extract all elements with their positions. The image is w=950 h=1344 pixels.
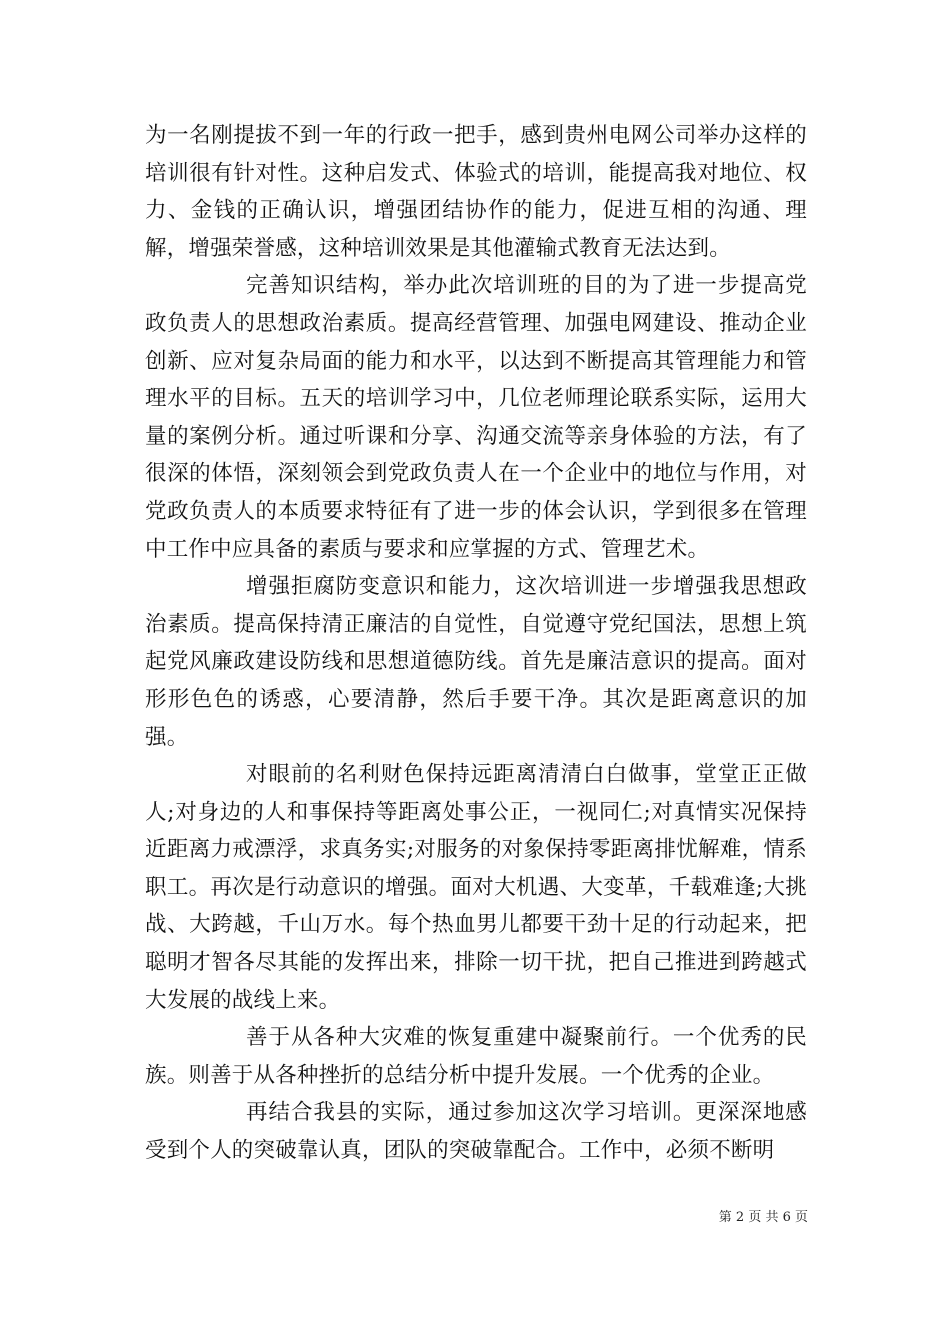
document-body	[145, 117, 807, 1170]
paragraph-1: 为一名刚提拔不到一年的行政一把手，感到贵州电网公司举办这样的培训很有针对性。这种启发式、体验式的培训，能提高我对地位、权力、金钱的正确认识，增强团结协作的能力，促进互相的沟通、理解，增强荣誉感，这种培训效果是其他灌输式教育无法达到。	[145, 123, 807, 261]
paragraph-4: 对眼前的名利财色保持远距离清清白白做事，堂堂正正做人;对身边的人和事保持等距离处事公正，一视同仁;对真情实况保持近距离力戒漂浮，求真务实;对服务的对象保持零距离排忧解难，情系职工。再次是行动意识的增强。面对大机遇、大变革，千载难逢;大挑战、大跨越，千山万水。每个热血男儿都要干劲十足的行动起来，把聪明才智各尽其能的发挥出来，排除一切干扰，把自己推进到跨越式大发展的战线上来。	[145, 762, 807, 1013]
paragraph-2: 完善知识结构，举办此次培训班的目的为了进一步提高党政负责人的思想政治素质。提高经营管理、加强电网建设、推动企业创新、应对复杂局面的能力和水平，以达到不断提高其管理能力和管理水平的目标。五天的培训学习中，几位老师理论联系实际，运用大量的案例分析。通过听课和分享、沟通交流等亲身体验的方法，有了很深的体悟，深刻领会到党政负责人在一个企业中的地位与作用，对党政负责人的本质要求特征有了进一步的体会认识，学到很多在管理中工作中应具备的素质与要求和应掌握的方式、管理艺术。	[145, 273, 807, 562]
paragraph-5: 善于从各种大灾难的恢复重建中凝聚前行。一个优秀的民族。则善于从各种挫折的总结分析中提升发展。一个优秀的企业。	[145, 1025, 807, 1088]
paragraph-6: 再结合我县的实际，通过参加这次学习培训。更深深地感受到个人的突破靠认真，团队的突破靠配合。工作中，必须不断明	[145, 1100, 807, 1164]
page-number-footer: 第 2 页 共 6 页	[718, 1210, 808, 1225]
paragraph-3: 增强拒腐防变意识和能力，这次培训进一步增强我思想政治素质。提高保持清正廉洁的自觉性，自觉遵守党纪国法，思想上筑起党风廉政建设防线和思想道德防线。首先是廉洁意识的提高。面对形形色色的诱惑，心要清静，然后手要干净。其次是距离意识的加强。	[145, 574, 807, 750]
